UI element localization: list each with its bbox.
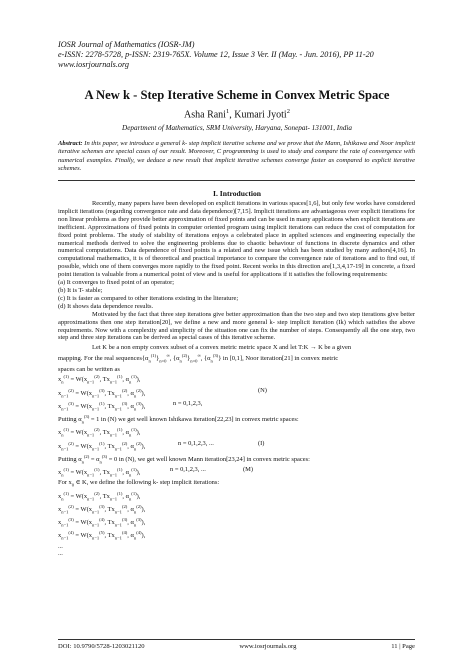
footer-doi: DOI: 10.9790/5728-1203021120	[58, 643, 145, 650]
abstract-rule	[58, 180, 415, 181]
footer-page: 11 | Page	[391, 643, 415, 650]
requirement-d: (d) It shows data dependence results.	[58, 302, 154, 310]
ishikawa-eq-2: $x_{n-1}^{(2)} = W(x_{n-1}^{(1)}$, $Tx_{n-1}^{(2)}$, $\alpha_n^{(2)}$), n = 0,1,2,3, ... (I)	[58, 439, 265, 452]
kstep-eq-3: $x_{n-1}^{(3)} = W(x_{n-1}^{(4)}$, $Tx_{n-1}^{(3)}$, $\alpha_n^{(3)}$),	[58, 517, 146, 528]
journal-name: IOSR Journal of Mathematics (IOSR-JM)	[58, 40, 195, 49]
authors	[0, 108, 474, 120]
para3-text-b: mapping. For the real sequences{α	[58, 355, 149, 363]
footer-site[interactable]: www.iosrjournals.org	[239, 643, 297, 650]
noor-range: n = 0,1,2,3,	[173, 399, 203, 407]
journal-website[interactable]: www.iosrjournals.org	[58, 60, 129, 69]
section-heading: I. Introduction	[213, 189, 261, 198]
noor-eq-2: $x_{n-1}^{(2)} = W(x_{n-1}^{(3)}$, $Tx_{n-1}^{(2)}$, $\alpha_n^{(2)}$), (N)	[58, 386, 267, 399]
kstep-eq-1: $x_n^{(1)} = W(x_{n-1}^{(2)}$, $Tx_{n-1}^{(1)}$, $\alpha_n^{(1)}$),	[58, 490, 141, 502]
mann-text: = 0 in (N), we get well known Mann iteration[23,24] in convex metric spaces:	[108, 456, 310, 464]
requirement-b: (b) It is T- stable;	[58, 286, 103, 294]
ishikawa-equations	[58, 426, 415, 452]
body-text	[58, 200, 415, 558]
author-separator: ,	[229, 109, 235, 121]
kstep-dots-1: ...	[58, 542, 63, 550]
author-1-affil: 1	[225, 108, 230, 115]
noor-eq-3: $x_{n-1}^{(3)} = W(x_{n-1}^{(1)}$, $Tx_{n-1}^{(3)}$, $\alpha_n^{(3)}$), n = 0,1,2,3,	[58, 399, 203, 412]
mann-eq-1: $x_n^{(1)} = W(x_{n-1}^{(1)}$, $Tx_{n-1}^{(1)}$, $\alpha_n^{(1)}$), n = 0,1,2,3, ... (M)	[58, 466, 254, 478]
abstract-label: Abstract:	[58, 140, 83, 147]
noor-eq-1: $x_n^{(1)} = W(x_{n-1}^{(2)}$, $Tx_{n-1}^{(1)}$, $\alpha_n^{(1)}$),	[58, 374, 141, 385]
mann-equations	[58, 466, 415, 479]
requirement-a: (a) It converges to fixed point of an operator;	[58, 279, 175, 287]
paper-title: A New k - Step Iterative Scheme in Convex Metric Space	[84, 88, 390, 102]
author-2-affil: 2	[286, 108, 290, 115]
journal-issn: e-ISSN: 2278-5728, p-ISSN: 2319-765X. Volume 12, Issue 3 Ver. II (May. - Jun. 2016), PP 11-20	[58, 50, 374, 59]
ishikawa-putting: Putting α	[58, 416, 82, 424]
page-footer	[58, 643, 415, 650]
mann-range: n = 0,1,2,3, ...	[170, 466, 206, 474]
kstep-for: For x	[58, 479, 72, 487]
paragraph-3-line1	[58, 344, 415, 352]
author-2: Kumari Jyoti	[234, 109, 287, 121]
abstract-text: In this paper, we introduce a general k- step implicit iterative scheme and we prove that the Mann, Ishikawa and Noor implicit iterative schemes are special cases of our result. Moreover, C programming is used to study and compare the rate of convergence with numerical examples. Finally, we deduce a new result that implicit iterative schemes converge faster as compared to explicit iterative schemes.	[58, 140, 416, 173]
journal-header	[58, 40, 374, 70]
paragraph-3-line3: spaces can be written as	[58, 365, 120, 373]
ishikawa-text: = 1 in (N) we get well known Ishikawa iteration[22,23] in convex metric spaces:	[90, 416, 299, 424]
mann-intro: Putting $\alpha_n^{(2)} = \alpha_n^{(3)} = 0$ in (N), we get well known Mann iteration[23,24] in convex metric spaces:	[58, 453, 310, 465]
paragraph-3-line2: mapping. For the real $sequences\{\alpha_n^{(1)}\}_{n=0}^\infty$, $\{\alpha_n^{(2)}\}_{n=0}^\infty$, $\{\alpha_n^{(3)}\}$ in [0,1], Noor iteration[21] in convex metric	[58, 353, 339, 364]
author-1: Asha Rani	[184, 109, 226, 121]
noor-equations	[58, 373, 415, 413]
ishikawa-eq-1: $x_n^{(1)} = W(x_{n-1}^{(2)}$, $Tx_{n-1}^{(1)}$, $\alpha_n^{(1)}$),	[58, 427, 141, 438]
ishikawa-range: n = 0,1,2,3, ...	[178, 439, 214, 447]
para3-text-c: } in [0,1], Noor iteration[21] in convex metric	[218, 355, 339, 363]
paragraph-2: Motivated by the fact that three step iterations give better approximation than the two step and two step iterations give better approximations then one step iteration[20], we define a new and more general k- step implicit iteration (Ik) which satisfies the above requirements. Now with a complexity and simplicity of the situation one can fix the number of steps. Consequently all the one step, two step and three step iterations can be derived as special cases of this iterative scheme.	[58, 310, 415, 342]
kstep-equations	[58, 490, 415, 558]
kstep-text: ∈ K, we define the following k- step implicit iterations:	[75, 479, 220, 487]
ishikawa-intro: Putting $\alpha_n^{(3)} = 1$ in (N) we get well known Ishikawa iteration[22,23] in convex metric spaces:	[58, 414, 299, 425]
kstep-eq-2: $x_{n-1}^{(2)} = W(x_{n-1}^{(3)}$, $Tx_{n-1}^{(2)}$, $\alpha_n^{(2)}$),	[58, 503, 146, 515]
kstep-eq-4: $x_{n-1}^{(4)} = W(x_{n-1}^{(5)}$, $Tx_{n-1}^{(4)}$, $\alpha_n^{(4)}$),	[58, 530, 146, 541]
paragraph-1: Recently, many papers have been developed on explicit iterations in various spaces[1,6], but only few works have considered implicit iterations (regarding convergence rate and data dependence)[7,15]. Implicit iterations are advantageous over explicit iterations for non linear problems as they provide better approximation of fixed points and can be used in many applications when explicit iterations are inefficient. Approximations of fixed points in computer oriented program using implicit iterations can reduce the cost of computation for fixed point problems. The study of stability of iterations enjoys a celebrated place in applied sciences and engineering especially the numerical methods derived to solve the engineering problems due to chaotic behaviour of functions in discrete dynamics and other numerical computations. Data dependence of fixed points is a related and new issue which has been studied by many authors[4,16]. In computational mathematics, it is of theoretical and practical importance to compare the convergence rate of iterations and to find out, if possible, which one of them converges more rapidly to the fixed point. Recent works in this direction are[1,3,4,17-19] in concrete, a fixed point iteration is valuable from a numerical point of view and is useful for applications if it satisfies the following requirements:	[58, 200, 415, 279]
para3-text-a: Let K be a non empty convex subset of a convex metric metric space X and let T:K → K be a given	[92, 344, 352, 352]
department: Department of Mathematics, SRM University, Haryana, Sonepat- 131001, India	[122, 124, 352, 132]
ishikawa-tag: (I)	[258, 439, 265, 447]
requirement-c: (c) It is faster as compared to other iterations existing in the literature;	[58, 294, 239, 302]
abstract	[58, 140, 415, 174]
noor-tag: (N)	[258, 386, 267, 394]
footer-rule	[58, 639, 415, 640]
kstep-intro: For $x_0$ ∈ K, we define the following k- step implicit iterations:	[58, 479, 220, 488]
kstep-dots-2: ...	[58, 550, 63, 558]
mann-tag: (M)	[243, 466, 254, 474]
